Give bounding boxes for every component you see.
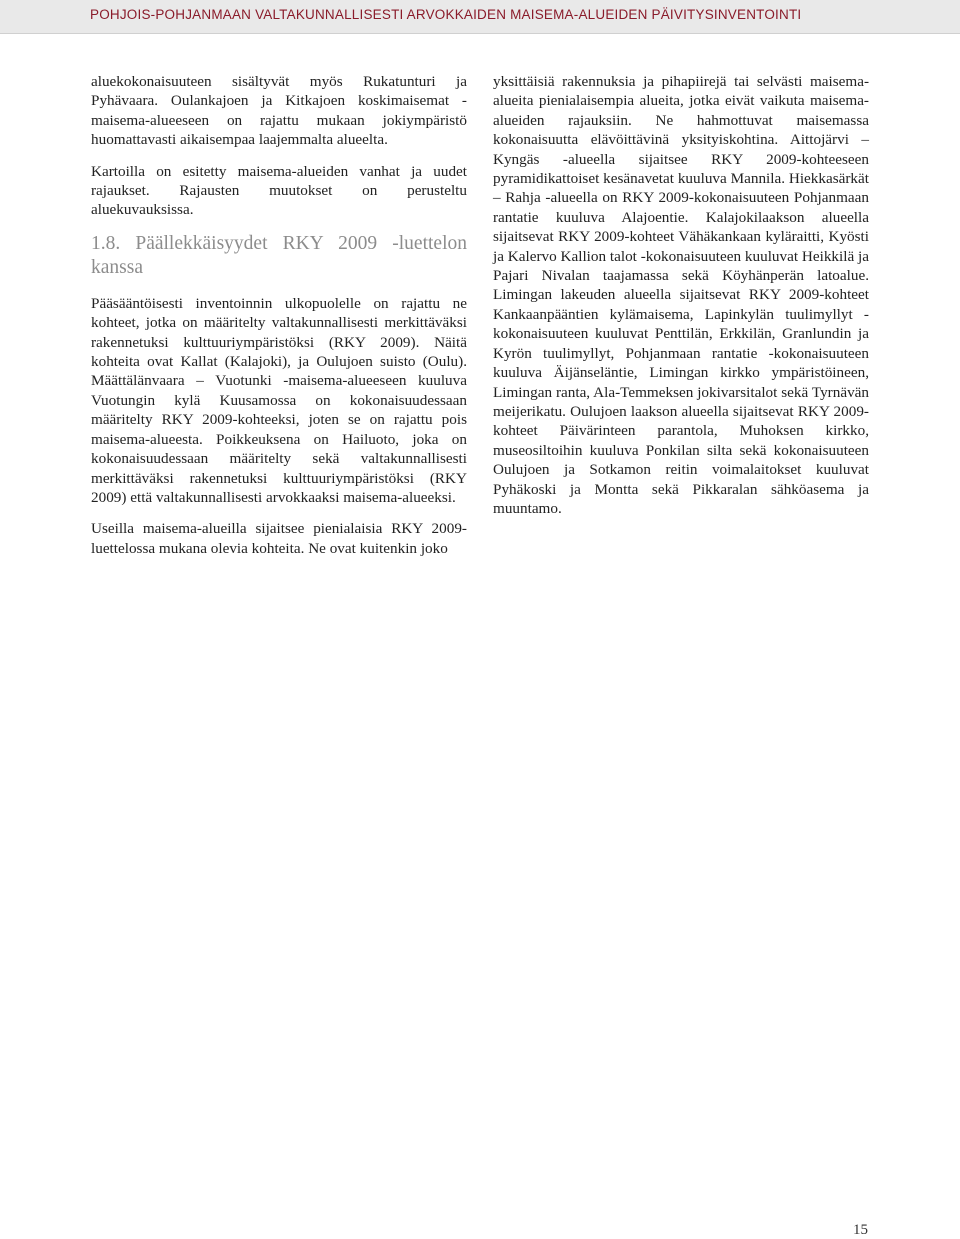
running-header xyxy=(0,0,960,34)
left-paragraph-3: Pääsääntöisesti inventoinnin ulkopuolelle on rajattu ne kohteet, jotka on määritelty valtakunnallisesti merkittäväksi rakennetuksi kulttuuriympäristöksi (RKY 2009). Näitä kohteita ovat Kallat (Kalajoki), ja Oulujoen suisto (Oulu). Määttälänvaara – Vuotunki -maisema-alueeseen kuuluva Vuotungin kylä Kuusamossa on kokonaisuudessaan määritelty RKY 2009-kohteeksi, joten se on rajattu pois maisema-alueesta. Poikkeuksena on Hailuoto, joka on kokonaisuudessaan määritelty sekä valtakunnallisesti merkittäväksi rakennetuksi kulttuuriympäristöksi (RKY 2009) että valtakunnallisesti arvokkaaksi maisema-alueeksi. xyxy=(91,294,467,506)
left-paragraph-2: Kartoilla on esitetty maisema-alueiden vanhat ja uudet rajaukset. Rajausten muutokset on perusteltu aluekuvauksissa. xyxy=(91,162,467,219)
left-paragraph-4: Useilla maisema-alueilla sijaitsee pienialaisia RKY 2009-luettelossa mukana olevia kohteita. Ne ovat kuitenkin joko xyxy=(91,520,467,557)
left-paragraph-1: aluekokonaisuuteen sisältyvät myös Rukatunturi ja Pyhävaara. Oulankajoen ja Kitkajoen koskimaisemat -maisema-alueeseen on rajattu mukaan jokiympäristö huomattavasti aikaisempaa laajemmalta alueelta. xyxy=(91,73,467,149)
left-column xyxy=(91,72,467,570)
section-heading: 1.8. Päällekkäisyydet RKY 2009 -luettelon kanssa xyxy=(91,232,467,278)
right-column xyxy=(493,72,869,530)
right-paragraph-1: yksittäisiä rakennuksia ja pihapiirejä tai selvästi maisema-alueita pienialaisempia alueita, jotka eivät vaikuta maisema-alueiden rajauksiin. Ne hahmottuvat maisemassa kokonaisuutta elävöittävinä yksityiskohtina. Aittojärvi – Kyngäs -alueella sijaitsee RKY 2009-kohteeseen pyramidikattoiset kesänavetat kuuluva Mannila. Hiekkasärkät – Rahja -alueella on RKY 2009-kokonaisuuteen Pohjanmaan rantatie kuuluva Alajoentie. Kalajokilaakson alueella sijaitsevat RKY 2009-kohteet Vähäkankaan kyläraitti, Kyösti ja Kalervo Kallion talot -kokonaisuuteen kuuluvat Heikkilä ja Pajari Nivalan taajamassa sekä Köyhänperän latoalue. Limingan lakeuden alueella sijaitsevat RKY 2009-kohteet Kankaanpääntien kylämaisema, Lapinkylän tuulimyllyt -kokonaisuuteen kuuluvat Penttilän, Erkkilän, Granlundin ja Kyrön tuulimyllyt, Pohjanmaan rantatie -kokonaisuuteen kuuluva Äijänseläntie, Limingan kirkko ympäristöineen, Limingan ranta, Ala-Temmeksen jokivarsitalot sekä Tyrnävän meijerikatu. Oulujoen laakson alueella sijaitsevat RKY 2009-kohteet Päivärinteen parantola, Muhoksen kirkko, museosiltoihin kuuluva Ponkilan silta sekä kokonaisuuteen Oulujoen ja Sotkamon reitin voimalaitokset kuuluvat Pyhäkoski ja Montta sekä Pikkaralan sähköasema ja muuntamo. xyxy=(493,73,869,517)
page-number: 15 xyxy=(853,1222,868,1238)
running-header-title: POHJOIS-POHJANMAAN VALTAKUNNALLISESTI ARVOKKAIDEN MAISEMA-ALUEIDEN PÄIVITYSINVENTOINTI xyxy=(90,7,802,22)
